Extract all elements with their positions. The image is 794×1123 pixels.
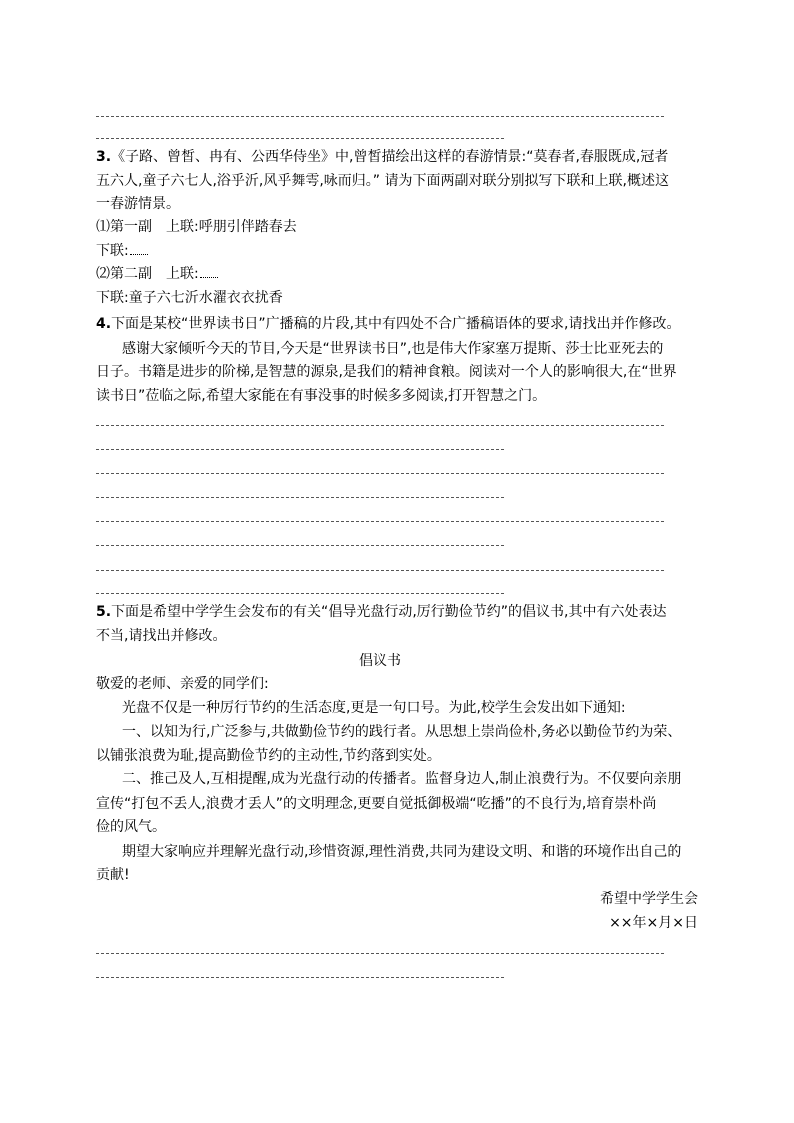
answer-line xyxy=(96,570,664,571)
proposal-p4a: 期望大家响应并理解光盘行动,珍惜资源,理性消费,共同为建设文明、和谐的环境作出自己的 xyxy=(122,844,682,860)
proposal-title: 倡议书 xyxy=(359,653,401,669)
q4-para2: 日子。书籍是进步的阶梯,是智慧的源泉,是我们的精神食粮。阅读对一个人的影响很大,在“世界 xyxy=(96,364,677,380)
q5-line2: 不当,请找出并修改。 xyxy=(96,628,227,644)
proposal-signer: 希望中学学生会 xyxy=(600,891,698,907)
q3-part2-label: ⑵第二副 上联: xyxy=(96,263,218,286)
answer-line xyxy=(96,545,504,546)
answer-line xyxy=(96,425,664,426)
proposal-p4b: 贡献! xyxy=(96,867,130,883)
q5-line1: 5.下面是希望中学学生会发布的有关“倡导光盘行动,厉行勤俭节约”的倡议书,其中有六处表达 xyxy=(96,604,667,620)
q4-para3: 读书日”莅临之际,希望大家能在有事没事的时候多多阅读,打开智慧之门。 xyxy=(96,388,547,404)
proposal-p3a: 二、推己及人,互相提醒,成为光盘行动的传播者。监督身边人,制止浪费行为。不仅要向亲朋 xyxy=(122,771,682,787)
proposal-p2b: 以铺张浪费为耻,提高勤俭节约的主动性,节约落到实处。 xyxy=(96,748,441,764)
answer-line xyxy=(96,593,504,594)
answer-line xyxy=(96,473,664,474)
answer-line xyxy=(96,138,504,139)
proposal-p2a: 一、以知为行,广泛参与,共做勤俭节约的践行者。从思想上崇尚俭朴,务必以勤俭节约为荣、 xyxy=(122,724,682,740)
proposal-p1: 光盘不仅是一种厉行节约的生活态度,更是一句口号。为此,校学生会发出如下通知: xyxy=(122,700,626,716)
q4-line1: 4.下面是某校“世界读书日”广播稿的片段,其中有四处不合广播稿语体的要求,请找出并作修改。 xyxy=(96,316,681,332)
q4-para1: 感谢大家倾听今天的节目,今天是“世界读书日”,也是伟大作家塞万提斯、莎士比亚死去的 xyxy=(122,341,664,357)
q3-line1: 3.《子路、曾皙、冉有、公西华侍坐》中,曾皙描绘出这样的春游情景:“莫春者,春服既成,冠者 xyxy=(96,149,669,165)
proposal-p3c: 俭的风气。 xyxy=(96,819,166,835)
q3-line2: 五六人,童子六七人,浴乎沂,风乎舞雩,咏而归。” 请为下面两副对联分别拟写下联和上联,概述这 xyxy=(96,173,669,189)
answer-line xyxy=(96,497,504,498)
answer-line xyxy=(96,953,664,954)
proposal-greeting: 敬爱的老师、亲爱的同学们: xyxy=(96,676,269,692)
proposal-date: ××年×月×日 xyxy=(609,915,698,931)
proposal-p3b: 宣传“打包不丢人,浪费才丢人”的文明理念,更要自觉抵御极端“吃播”的不良行为,培育崇朴尚 xyxy=(96,796,657,812)
answer-line xyxy=(96,116,664,117)
q3-part2-answer: 下联:童子六七沂水濯衣衣扰香 xyxy=(96,290,283,306)
answer-line xyxy=(96,449,504,450)
q3-line3: 一春游情景。 xyxy=(96,196,180,212)
answer-line xyxy=(96,977,504,978)
q3-part1-answer: 下联: xyxy=(96,240,148,263)
answer-line xyxy=(96,521,664,522)
q3-part1-label: ⑴第一副 上联:呼朋引伴踏春去 xyxy=(96,219,297,235)
